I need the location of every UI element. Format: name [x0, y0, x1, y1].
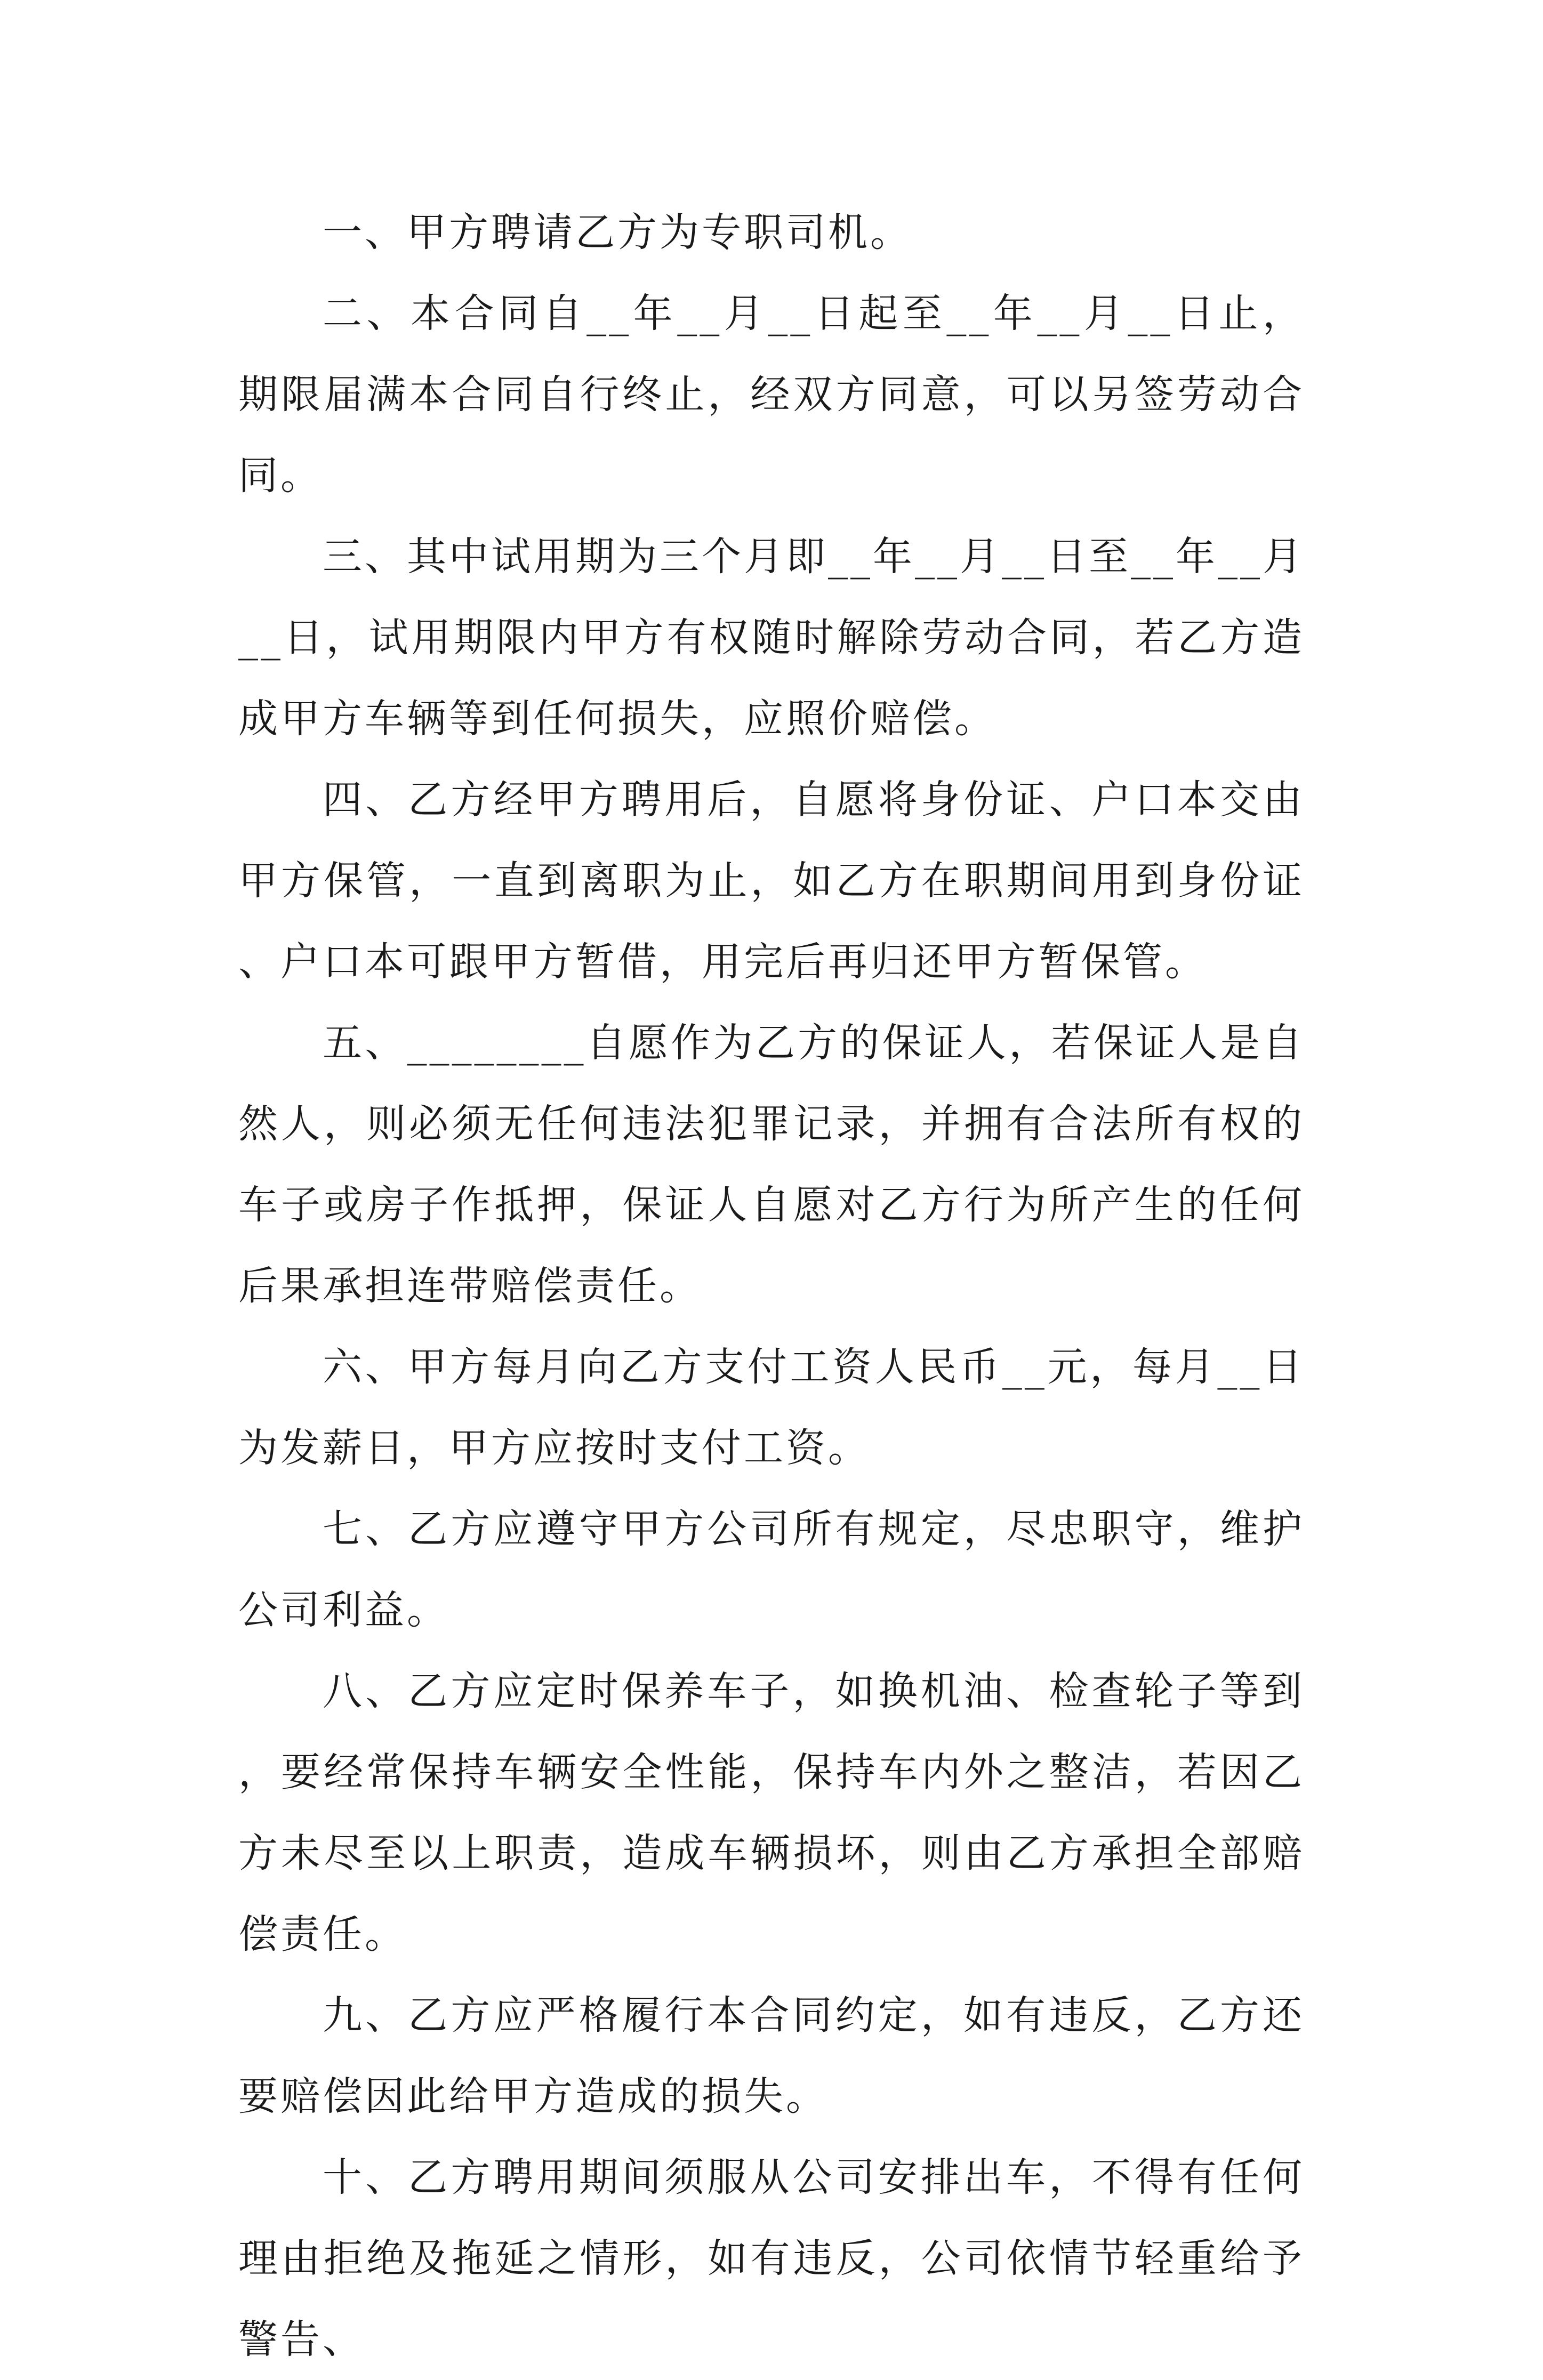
clause-7: 七、乙方应遵守甲方公司所有规定，尽忠职守，维护公司利益。: [238, 1506, 1305, 1633]
clause-5: 五、________自愿作为乙方的保证人，若保证人是自然人，则必须无任何违法犯罪记录，并拥有合法所有权的车子或房子作抵押，保证人自愿对乙方行为所产生的任何后果承担连带赔偿责任。: [238, 1020, 1305, 1309]
clause-1: 一、甲方聘请乙方为专职司机。: [323, 210, 912, 255]
clause-9: 九、乙方应严格履行本合同约定，如有违反，乙方还要赔偿因此给甲方造成的损失。: [238, 1992, 1305, 2119]
clause-3: 三、其中试用期为三个月即__年__月__日至__年__月__日，试用期限内甲方有权随时解除劳动合同，若乙方造成甲方车辆等到任何损失，应照价赔偿。: [238, 534, 1305, 742]
clause-8: 八、乙方应定时保养车子，如换机油、检查轮子等到，要经常保持车辆安全性能，保持车内外之整洁，若因乙方未尽至以上职责，造成车辆损坏，则由乙方承担全部赔偿责任。: [238, 1668, 1305, 1957]
contract-body: [238, 192, 1305, 2380]
clause-10: 十、乙方聘用期间须服从公司安排出车，不得有任何理由拒绝及拖延之情形，如有违反，公司依情节轻重给予警告、: [238, 2154, 1305, 2362]
clause-2: 二、本合同自__年__月__日起至__年__月__日止，期限届满本合同自行终止，经双方同意，可以另签劳动合同。: [238, 291, 1305, 498]
clause-6: 六、甲方每月向乙方支付工资人民币__元，每月__日为发薪日，甲方应按时支付工资。: [238, 1344, 1305, 1471]
clause-4: 四、乙方经甲方聘用后，自愿将身份证、户口本交由甲方保管，一直到离职为止，如乙方在职期间用到身份证、户口本可跟甲方暂借，用完后再归还甲方暂保管。: [238, 777, 1305, 985]
